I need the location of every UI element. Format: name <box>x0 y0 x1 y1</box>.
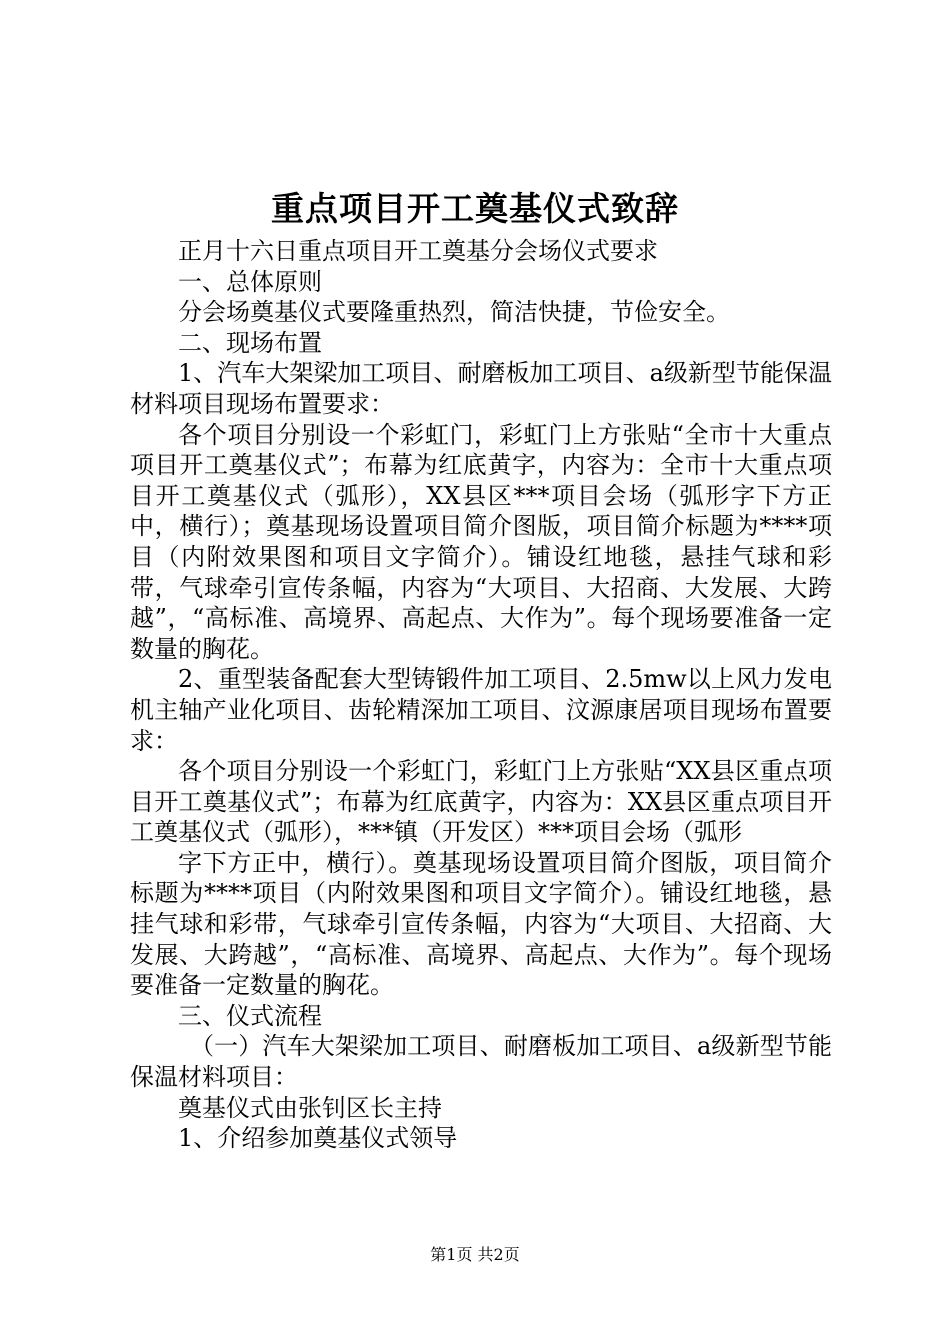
page-indicator: 第1页 共2页 <box>430 1245 520 1264</box>
section-heading-principle: 一、总体原则 <box>178 267 322 296</box>
section-heading-procedure: 三、仪式流程 <box>178 1001 322 1030</box>
paragraph-principle: 分会场奠基仪式要隆重热烈，简洁快捷，节俭安全。 <box>178 298 730 327</box>
paragraph-subtitle: 正月十六日重点项目开工奠基分会场仪式要求 <box>178 237 658 265</box>
paragraph-layout-2-detail: 各个项目分别设一个彩虹门，彩虹门上方张贴“XX县区重点项目开工奠基仪式”；布幕为红底黄字，内容为：XX县区重点项目开工奠基仪式（弧形），***镇（开发区）***项目会场（弧形 <box>130 757 832 847</box>
document-body <box>130 236 832 1154</box>
paragraph-procedure-1: （一）汽车大架梁加工项目、耐磨板加工项目、a级新型节能保温材料项目： <box>130 1032 832 1092</box>
paragraph-layout-2-detail-cont: 字下方正中，横行）。奠基现场设置项目简介图版，项目简介标题为****项目（内附效果图和项目文字简介）。铺设红地毯，悬挂气球和彩带，气球牵引宣传条幅，内容为“大项目、大招商、大发展、大跨越”，“高标准、高境界、高起点、大作为”。每个现场要准备一定数量的胸花。 <box>130 848 832 1000</box>
paragraph-layout-2: 2、重型装备配套大型铸锻件加工项目、2.5mw以上风力发电机主轴产业化项目、齿轮精深加工项目、汶源康居项目现场布置要求： <box>130 665 832 755</box>
document-title: 重点项目开工奠基仪式致辞 <box>271 189 679 228</box>
paragraph-layout-1: 1、汽车大架梁加工项目、耐磨板加工项目、a级新型节能保温材料项目现场布置要求： <box>130 359 832 418</box>
section-heading-layout: 二、现场布置 <box>178 328 322 357</box>
paragraph-step-1: 1、介绍参加奠基仪式领导 <box>178 1124 458 1153</box>
paragraph-host: 奠基仪式由张钊区长主持 <box>178 1093 442 1122</box>
paragraph-layout-1-detail: 各个项目分别设一个彩虹门，彩虹门上方张贴“全市十大重点项目开工奠基仪式”；布幕为红底黄字，内容为：全市十大重点项目开工奠基仪式（弧形），XX县区***项目会场（弧形字下方正中，横行）；奠基现场设置项目简介图版，项目简介标题为****项目（内附效果图和项目文字简介）。铺设红地毯，悬挂气球和彩带，气球牵引宣传条幅，内容为“大项目、大招商、大发展、大跨越”，“高标准、高境界、高起点、大作为”。每个现场要准备一定数量的胸花。 <box>130 420 832 663</box>
